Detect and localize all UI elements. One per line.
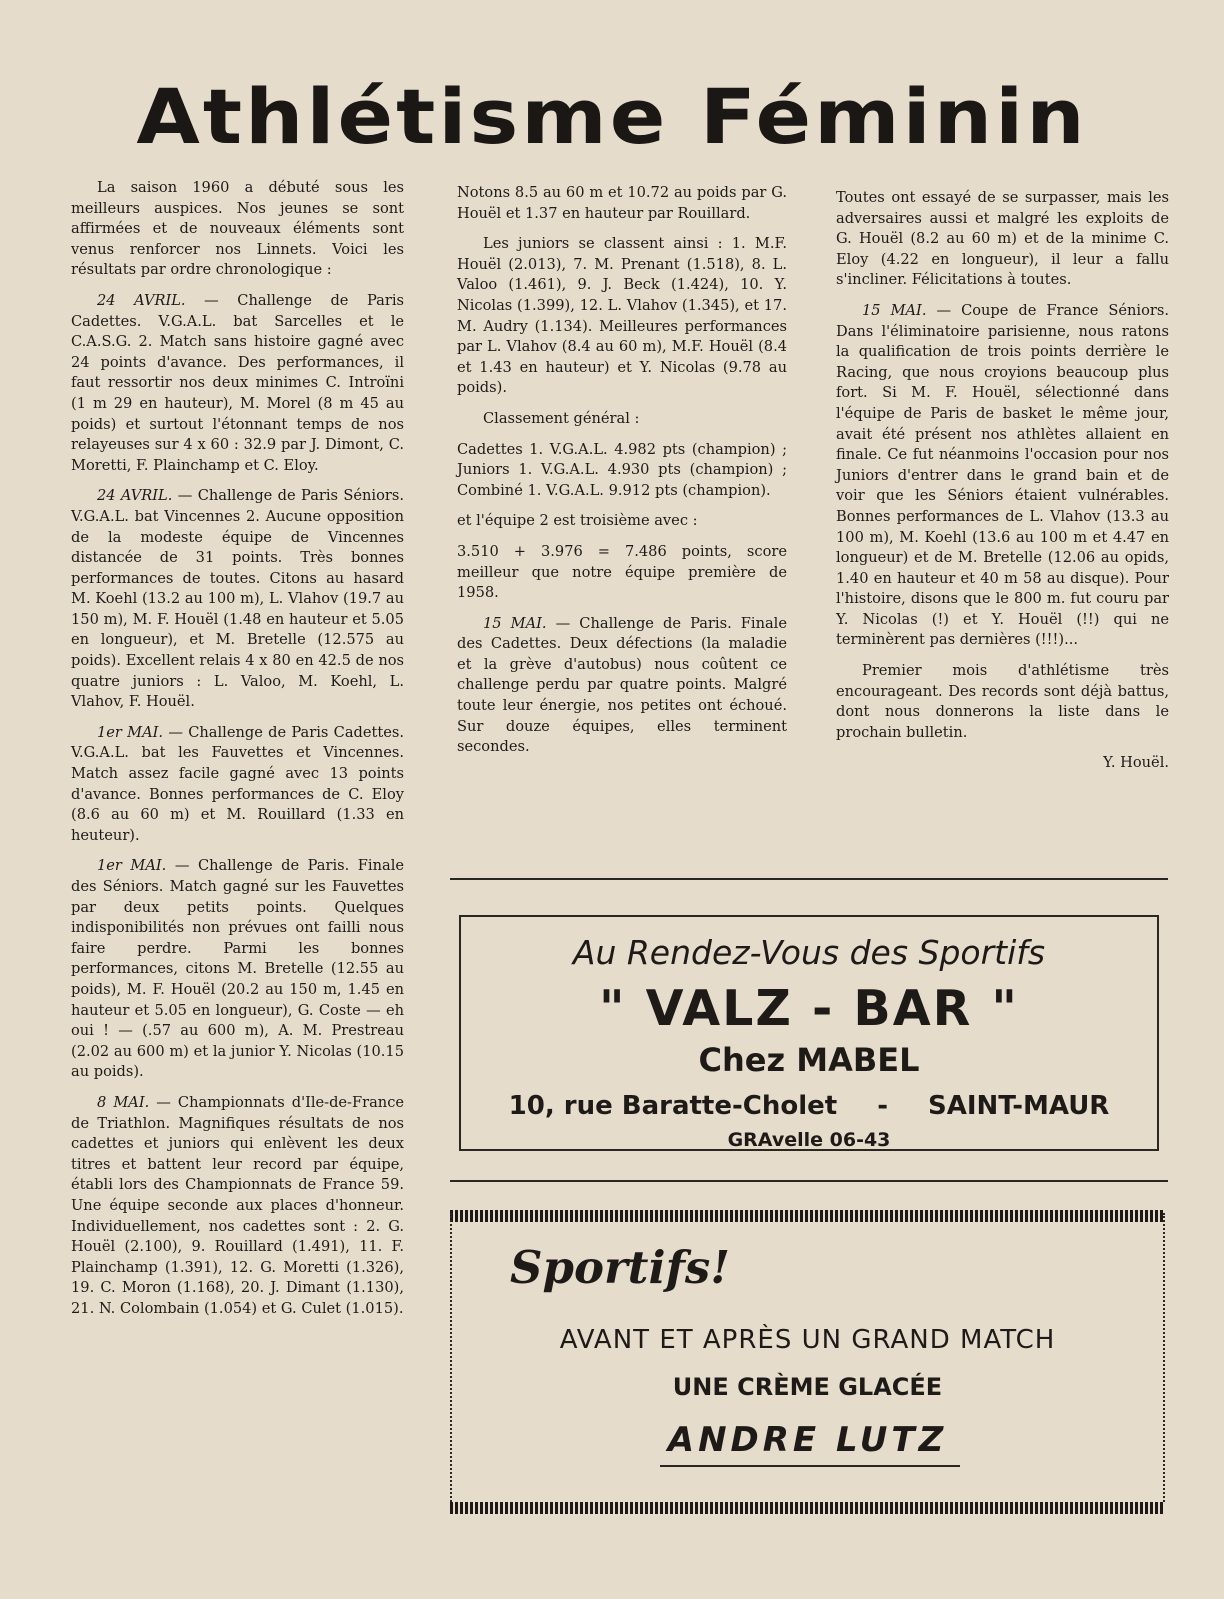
article-paragraph: Toutes ont essayé de se surpasser, mais les adversaires aussi et malgré les exploits de G. Houël (8.2 au 60 m) et de la minime C. Eloy (4.22 en longueur), il leur a fallu s'incliner. Félicitations à toutes. bbox=[836, 189, 1169, 289]
date-label: 8 MAI. bbox=[97, 1093, 150, 1111]
article-paragraph: et l'équipe 2 est troisième avec : bbox=[457, 512, 698, 530]
article-paragraph: La saison 1960 a débuté sous les meilleurs auspices. Nos jeunes se sont affirmées et de nouveaux éléments sont venus renforcer nos Linnets. Voici les résultats par ordre chronologique : bbox=[71, 179, 404, 279]
advert-address-line bbox=[461, 1091, 1157, 1121]
advert-line: UNE CRÈME GLACÉE bbox=[672, 1373, 943, 1401]
date-label: 24 AVRIL. bbox=[97, 291, 186, 309]
article-column-2 bbox=[457, 183, 787, 768]
article-paragraph: Premier mois d'athlétisme très encourageant. Des records sont déjà battus, dont nous donnerons la liste dans le prochain bulletin. bbox=[836, 662, 1169, 741]
article-paragraph: 24 AVRIL. — Challenge de Paris Séniors. V.G.A.L. bat Vincennes 2. Aucune opposition de la modeste équipe de Vincennes distancée de 31 points. Très bonnes performances de toutes. Citons au hasard M. Koehl (13.2 au 100 m), L. Vlahov (19.7 au 150 m), M. F. Houël (1.48 en hauteur et 5.05 en longueur), et M. Bretelle (12.575 au poids). Excellent relais 4 x 80 en 42.5 de nos quatre juniors : L. Valoo, M. Koehl, L. Vlahov, F. Houël. bbox=[71, 487, 404, 711]
divider bbox=[450, 878, 1168, 880]
advert-dash: - bbox=[877, 1091, 889, 1121]
advert-phone: GRAvelle 06-43 bbox=[727, 1129, 891, 1151]
advert-host: Chez MABEL bbox=[698, 1041, 920, 1079]
advert-address: 10, rue Baratte-Cholet bbox=[508, 1091, 838, 1121]
valz-bar-advert bbox=[459, 915, 1159, 1151]
article-paragraph: 8 MAI. — Championnats d'Ile-de-France de Triathlon. Magnifiques résultats de nos cadettes et juniors qui enlèvent les deux titres et battent leur record par équipe, établi lors des Championnats de France 59. Une équipe seconde aux places d'honneur. Individuellement, nos cadettes sont : 2. G. Houël (2.100), 9. Rouillard (1.491), 11. F. Plainchamp (1.391), 12. G. Moretti (1.326), 19. C. Moron (1.168), 20. J. Dimant (1.130), 21. N. Colombain (1.054) et G. Culet (1.015). bbox=[71, 1093, 405, 1317]
ice-cream-advert bbox=[450, 1213, 1165, 1513]
advert-tagline: Au Rendez-Vous des Sportifs bbox=[572, 933, 1046, 972]
advert-bar-name: " VALZ - BAR " bbox=[599, 980, 1019, 1037]
date-label: 15 MAI. bbox=[483, 614, 547, 632]
advert-city: SAINT-MAUR bbox=[928, 1091, 1110, 1121]
article-paragraph: Les juniors se classent ainsi : 1. M.F. Houël (2.013), 7. M. Prenant (1.518), 8. L. Valoo (1.461), 9. J. Beck (1.424), 10. Y. Nicolas (1.399), 12. L. Vlahov (1.345), et 17. M. Audry (1.134). Meilleures performances par L. Vlahov (8.4 au 60 m), M.F. Houël (8.4 et 1.43 en hauteur) et Y. Nicolas (9.78 au poids). bbox=[457, 235, 787, 397]
article-column-3 bbox=[836, 188, 1169, 774]
divider bbox=[450, 1180, 1168, 1182]
article-paragraph: Cadettes 1. V.G.A.L. 4.982 pts (champion) ; Juniors 1. V.G.A.L. 4.930 pts (champion) ; Combiné 1. V.G.A.L. 9.912 pts (champion). bbox=[457, 440, 787, 499]
article-paragraph: 24 AVRIL. — Challenge de Paris Cadettes. V.G.A.L. bat Sarcelles et le C.A.S.G. 2. Match sans histoire gagné avec 24 points d'avance. Des performances, il faut ressortir nos deux minimes C. Introïni (1 m 29 en hauteur), M. Morel (8 m 45 au poids) et surtout l'étonnant temps de nos relayeuses sur 4 x 60 : 32.9 par J. Dimont, C. Moretti, F. Plainchamp et C. Eloy. bbox=[71, 291, 404, 474]
article-paragraph: 15 MAI. — Challenge de Paris. Finale des Cadettes. Deux défections (la maladie et la grève d'autobus) nous coûtent ce challenge perdu par quatre points. Malgré toute leur énergie, nos petites ont échoué. Sur douze équipes, elles terminent secondes. bbox=[457, 614, 787, 756]
article-paragraph: Notons 8.5 au 60 m et 10.72 au poids par G. Houël et 1.37 en hauteur par Rouillard. bbox=[457, 184, 787, 222]
date-label: 1er MAI. bbox=[97, 723, 164, 741]
article-paragraph: 1er MAI. — Challenge de Paris Cadettes. V.G.A.L. bat les Fauvettes et Vincennes. Match assez facile gagné avec 13 points d'avance. Bonnes performances de C. Eloy (8.6 au 60 m) et M. Rouillard (1.33 en heuteur). bbox=[71, 723, 404, 844]
advert-border-bottom bbox=[450, 1502, 1165, 1514]
date-label: 1er MAI. bbox=[97, 857, 167, 875]
article-paragraph: 3.510 + 3.976 = 7.486 points, score meilleur que notre équipe première de 1958. bbox=[457, 542, 787, 602]
advert-line: AVANT ET APRÈS UN GRAND MATCH bbox=[559, 1325, 1056, 1355]
article-paragraph: Classement général : bbox=[483, 409, 640, 427]
brand-underline bbox=[660, 1465, 960, 1467]
signature: Y. Houël. bbox=[1103, 754, 1169, 772]
page-title: Athlétisme Féminin bbox=[136, 73, 1088, 162]
article-column-1 bbox=[71, 178, 404, 1329]
date-label: 15 MAI. bbox=[862, 301, 927, 319]
article-paragraph: 1er MAI. — Challenge de Paris. Finale des Séniors. Match gagné sur les Fauvettes par deux petits points. Quelques indisponibilités non prévues ont failli nous faire perdre. Parmi les bonnes performances, citons M. Bretelle (12.55 au poids), M. F. Houël (20.2 au 150 m, 1.45 en hauteur et 5.05 en longueur), G. Coste — eh oui ! — (.57 au 600 m), A. M. Prestreau (2.02 au 600 m) et la junior Y. Nicolas (10.15 au poids). bbox=[71, 857, 404, 1081]
article-paragraph: 15 MAI. — Coupe de France Séniors. Dans l'éliminatoire parisienne, nous ratons la qualification de trois points derrière le Racing, que nous croyions beaucoup plus fort. Si M. F. Houël, sélectionné dans l'équipe de Paris de basket le même jour, avait été présent nos athlètes allaient en finale. Ce fut néanmoins l'occasion pour nos Juniors d'entrer dans le grand bain et de voir que les Séniors étaient vulnérables. Bonnes performances de L. Vlahov (13.3 au 100 m), M. Koehl (13.6 au 100 m et 4.47 en longueur) et de M. Bretelle (12.06 au opids, 1.40 en hauteur et 40 m 58 au disque). Pour l'histoire, disons que le 800 m. fut couru par Y. Nicolas (!) et Y. Houël (!!) qui ne terminèrent pas dernières (!!!)... bbox=[836, 301, 1169, 649]
advert-headline: Sportifs! bbox=[510, 1241, 731, 1294]
date-label: 24 AVRIL. bbox=[97, 487, 173, 505]
advert-brand: ANDRE LUTZ bbox=[667, 1420, 948, 1460]
